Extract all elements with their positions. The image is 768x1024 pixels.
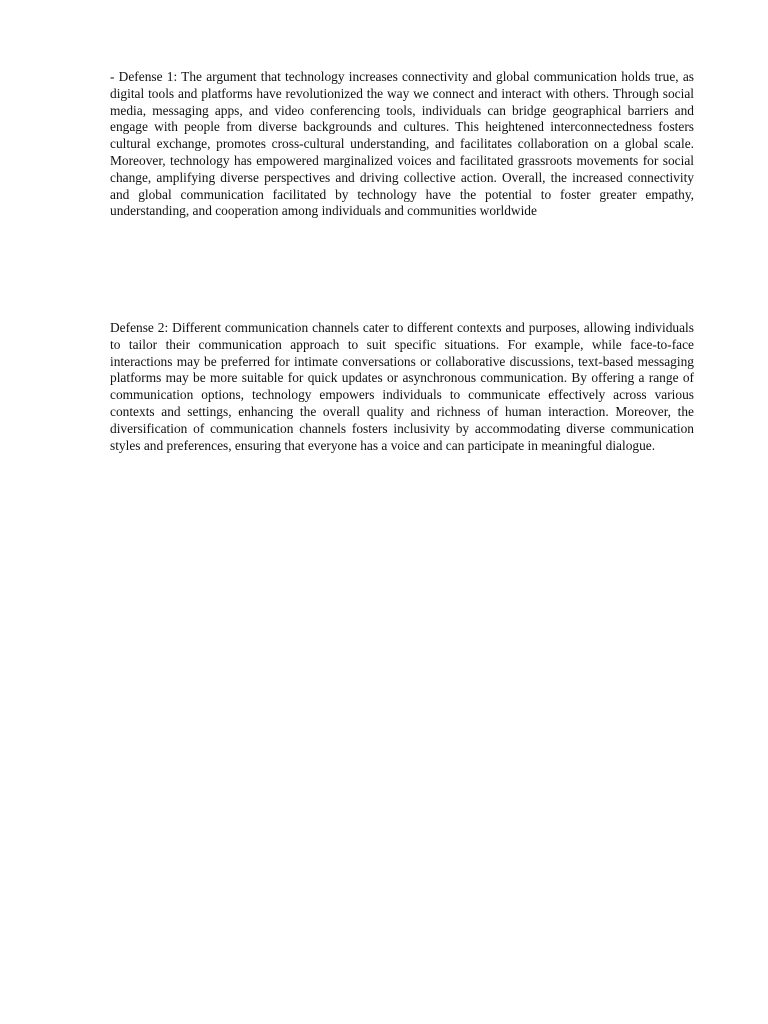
paragraph-defense-1: - Defense 1: The argument that technology increases connectivity and global communication holds true, as digital tools and platforms have revolutionized the way we connect and interact with others. Through social media, messaging apps, and video conferencing tools, individuals can bridge geographical barriers and engage with people from diverse backgrounds and cultures. This heightened interconnectedness fosters cultural exchange, promotes cross-cultural understanding, and facilitates collaboration on a global scale. Moreover, technology has empowered marginalized voices and facilitated grassroots movements for social change, amplifying diverse perspectives and driving collective action. Overall, the increased connectivity and global communication facilitated by technology have the potential to foster greater empathy, understanding, and cooperation among individuals and communities worldwide	[110, 69, 694, 219]
paragraph-defense-2: Defense 2: Different communication channels cater to different contexts and purposes, allowing individuals to tailor their communication approach to suit specific situations. For example, while face-to-face interactions may be preferred for intimate conversations or collaborative discussions, text-based messaging platforms may be more suitable for quick updates or asynchronous communication. By offering a range of communication options, technology empowers individuals to communicate effectively across various contexts and settings, enhancing the overall quality and richness of human interaction. Moreover, the diversification of communication channels fosters inclusivity by accommodating diverse communication styles and preferences, ensuring that everyone has a voice and can participate in meaningful dialogue.	[110, 320, 694, 453]
